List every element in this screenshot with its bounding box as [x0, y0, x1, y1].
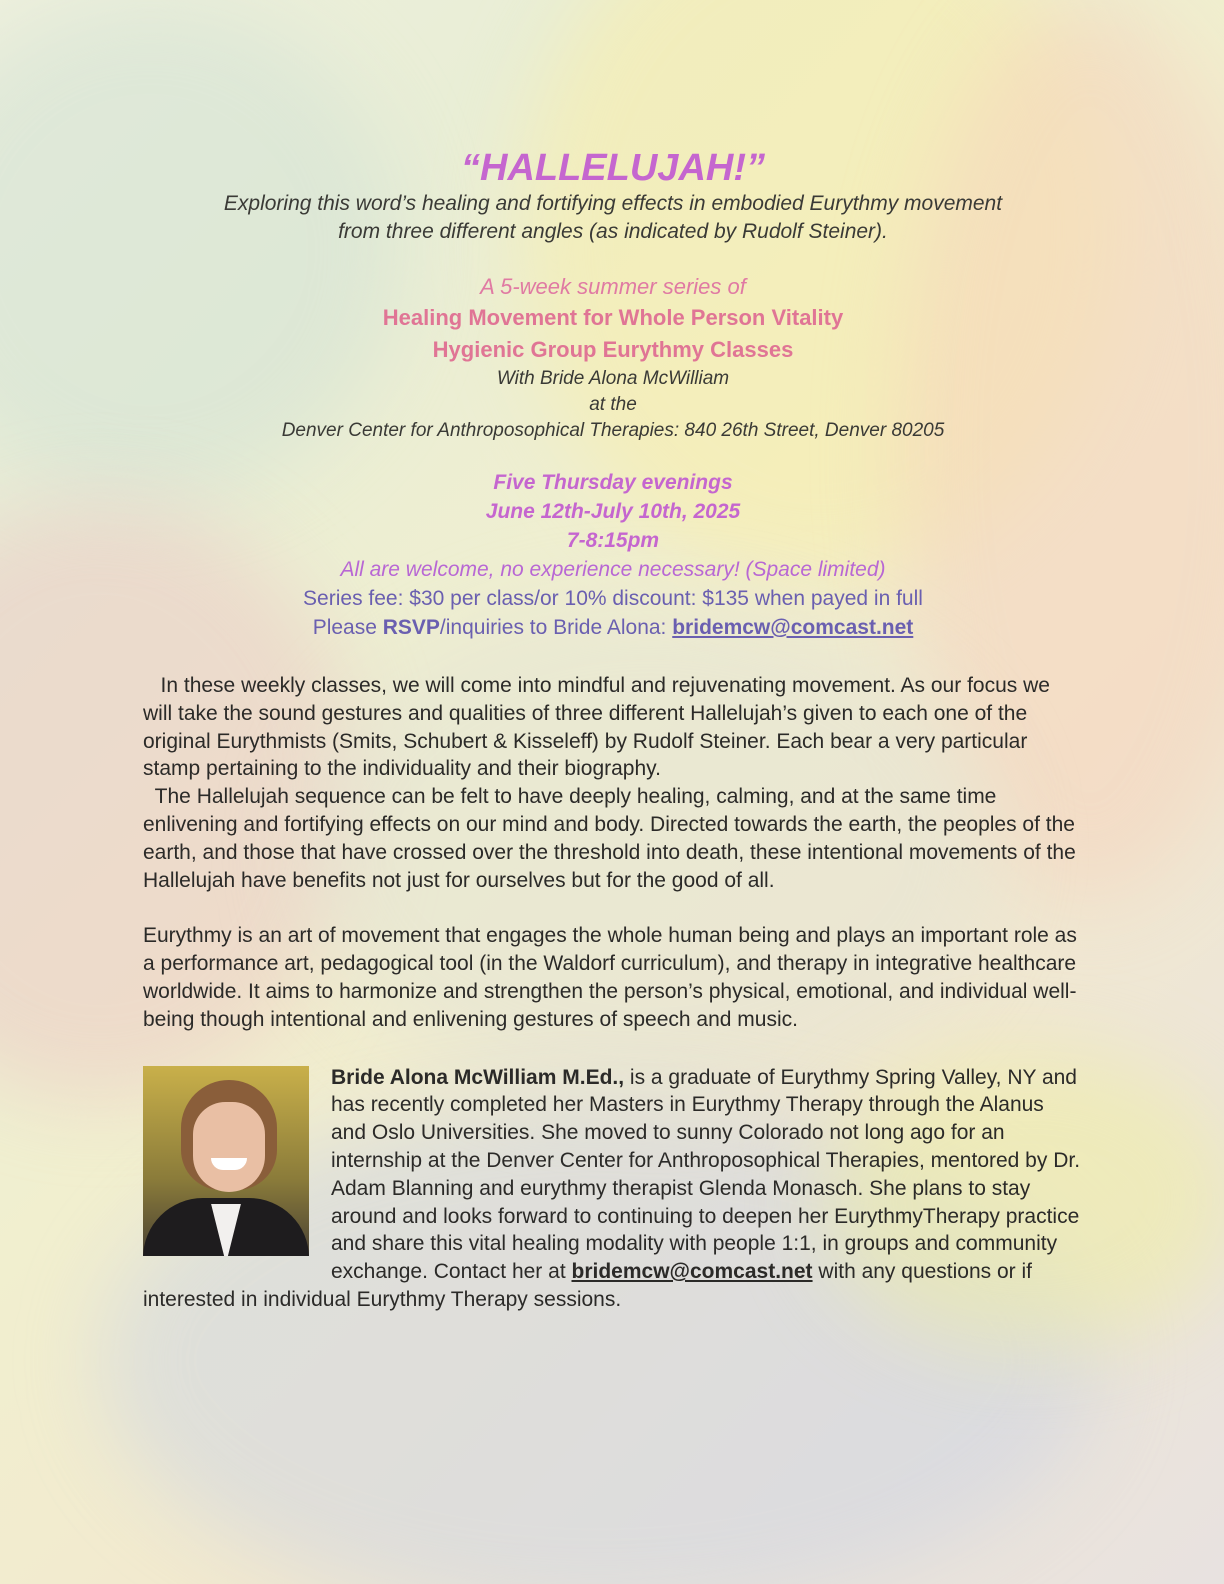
rsvp-email-link[interactable]: bridemcw@comcast.net [672, 616, 914, 639]
rsvp-line [143, 613, 1083, 642]
subtitle-line-1: Exploring this word’s healing and fortifying effects in embodied Eurythmy movement [223, 192, 1003, 215]
instructor-photo [143, 1066, 309, 1256]
header-block [143, 146, 1083, 642]
flyer-content [143, 146, 1083, 1314]
schedule-dates: June 12th-July 10th, 2025 [485, 500, 741, 523]
bio-name: Bride Alona McWilliam M.Ed., [331, 1065, 625, 1089]
fee-line: Series fee: $30 per class/or 10% discount: $135 when payed in full [303, 587, 923, 610]
paragraph-2 [143, 783, 1083, 894]
rsvp-bold: RSVP [382, 616, 440, 639]
bio-section [143, 1064, 1083, 1314]
rsvp-prefix: Please [312, 616, 383, 639]
rsvp-middle: /inquiries to Bride Alona: [439, 616, 673, 639]
bio-closing: with any questions or if interested in individual Eurythmy Therapy sessions. [143, 1260, 1033, 1311]
series-title-1: Healing Movement for Whole Person Vitality [382, 305, 844, 330]
paragraph-3: Eurythmy is an art of movement that engages the whole human being and plays an important role as a performance art, pedagogical tool (in the Waldorf curriculum), and therapy in integrative healthcare worldwide. It aims to harmonize and strengthen the person’s physical, emotional, and individual well-being though intentional and enlivening gestures of speech and music. [143, 924, 1077, 1031]
series-intro: A 5-week summer series of [480, 274, 746, 299]
paragraph-2-text: The Hallelujah sequence can be felt to have deeply healing, calming, and at the same time enlivening and fortifying effects on our mind and body. Directed towards the earth, the peoples of the earth, and those that have crossed over the threshold into death, these intentional movements of the Hallelujah have benefits not just for ourselves but for the good of all. [143, 785, 1076, 892]
welcome-note: All are welcome, no experience necessary! (Space limited) [340, 558, 886, 581]
at-line: at the [589, 394, 637, 415]
schedule-days: Five Thursday evenings [493, 471, 733, 494]
venue-line: Denver Center for Anthroposophical Therapies: 840 26th Street, Denver 80205 [281, 420, 945, 441]
page-title: “HALLELUJAH!” [461, 147, 765, 189]
subtitle-line-2: from three different angles (as indicated by Rudolf Steiner). [338, 220, 888, 243]
bio-email-link[interactable]: bridemcw@comcast.net [571, 1260, 813, 1284]
instructor-line: With Bride Alona McWilliam [496, 368, 730, 389]
bio-body: is a graduate of Eurythmy Spring Valley, NY and has recently completed her Masters in Eurythmy Therapy through the Alanus and Oslo Universities. She moved to sunny Colorado not long ago for an internship at the Denver Center for Anthroposophical Therapies, mentored by Dr. Adam Blanning and eurythmy therapist Glenda Monasch. She plans to stay around and looks forward to continuing to deepen her EurythmyTherapy practice and share this vital healing modality with people 1:1, in groups and community exchange. Contact her at [331, 1065, 1081, 1284]
paragraph-1 [143, 672, 1083, 783]
series-title-2: Hygienic Group Eurythmy Classes [432, 337, 794, 362]
paragraph-1-text: In these weekly classes, we will come into mindful and rejuvenating movement. As our focus we will take the sound gestures and qualities of three different Hallelujah’s given to each one of the original Eurythmists (Smits, Schubert & Kisseleff) by Rudolf Steiner. Each bear a very particular stamp pertaining to the individuality and their biography. [143, 674, 1050, 781]
schedule-time: 7-8:15pm [566, 529, 660, 552]
